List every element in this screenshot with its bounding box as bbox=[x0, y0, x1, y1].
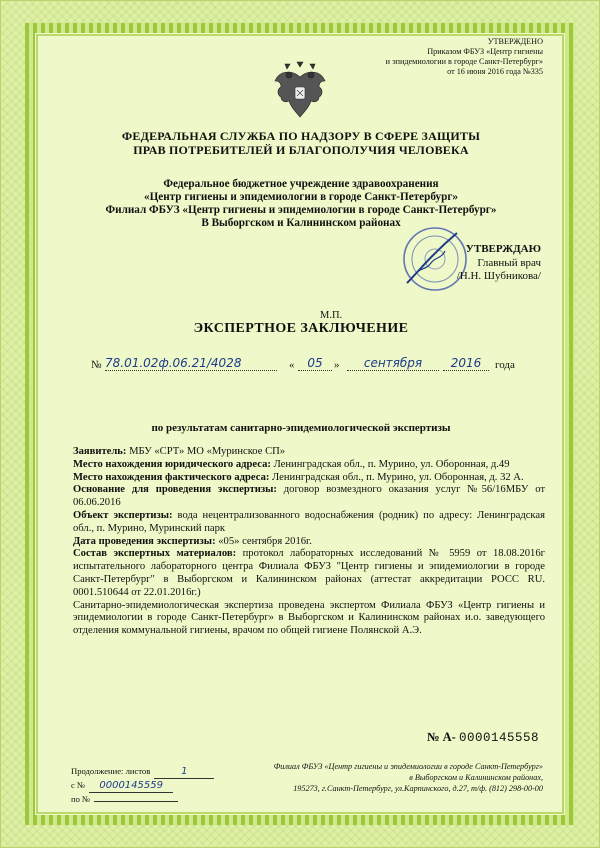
institution-line-3: Филиал ФБУЗ «Центр гигиены и эпидемиологии в городе Санкт-Петербург» bbox=[105, 204, 497, 216]
expert-paragraph: Санитарно-эпидемиологическая экспертиза проведена экспертом Филиала ФБУЗ «Центр гигиены и эпидемиологии в городе Санкт-Петербург» в Выборгском и Калининском районах и.о. заведующего отделения коммунальной гигиены, врачом по общей гигиене Полянской А.Э. bbox=[73, 599, 545, 637]
basis-value: договор возмездного оказания услуг №56/16МБУ от 06.06.2016 bbox=[73, 484, 545, 509]
materials-value: протокол лабораторных исследований № 5959 от 18.08.2016г испытательного лабораторного центра Филиала ФБУЗ "Центр гигиены и эпидемиологии в городе Санкт-Петербург" в Выборгском и Калининском районах (аттестат аккредитации РОСС RU. 0001.510644 от 22.01.2016г.) bbox=[73, 548, 545, 598]
document-number: 78.01.02ф.06.21/4028 bbox=[105, 356, 277, 371]
object-row bbox=[73, 510, 545, 536]
institution-title bbox=[61, 178, 541, 230]
quote-open: « bbox=[289, 359, 295, 371]
basis-row bbox=[73, 484, 545, 510]
materials-label: Состав экспертных материалов: bbox=[73, 548, 237, 560]
approve-role: Главный врач bbox=[477, 256, 541, 269]
serial-value: 0000145558 bbox=[458, 731, 539, 745]
approve-heading: УТВЕРЖДАЮ bbox=[465, 243, 541, 255]
document-title: ЭКСПЕРТНОЕ ЗАКЛЮЧЕНИЕ bbox=[193, 321, 409, 336]
date-value: «05» сентября 2016г. bbox=[215, 535, 312, 547]
approval-line-4: от 16 июня 2016 года №335 bbox=[447, 67, 543, 76]
materials-row bbox=[73, 548, 545, 599]
object-label: Объект экспертизы: bbox=[73, 509, 173, 521]
document-month: сентября bbox=[347, 356, 439, 371]
branch-line-2: в Выборгском и Калининском районах, bbox=[409, 773, 543, 782]
basis-label: Основание для проведения экспертизы: bbox=[73, 484, 277, 496]
continuation-block bbox=[71, 765, 214, 806]
continuation-to-row bbox=[71, 793, 214, 806]
object-value: вода нецентрализованного водоснабжения (родник) по адресу: Ленинградская обл., п. Мурино, Муринский парк bbox=[73, 509, 545, 534]
approve-name: /Н.Н. Шубникова/ bbox=[456, 270, 541, 282]
actual-address-label: Место нахождения фактического адреса: bbox=[73, 471, 270, 483]
institution-line-4: В Выборгском и Калининском районах bbox=[201, 217, 401, 229]
legal-address-row bbox=[73, 459, 545, 472]
approval-line-2: Приказом ФБУЗ «Центр гигиены bbox=[427, 47, 543, 56]
from-value: 0000145559 bbox=[89, 779, 173, 793]
double-headed-eagle-icon bbox=[271, 59, 329, 123]
quote-close: » bbox=[334, 359, 340, 371]
approval-line-1: УТВЕРЖДЕНО bbox=[487, 37, 543, 46]
number-sign: № bbox=[91, 359, 102, 371]
document-day: 05 bbox=[298, 356, 332, 371]
approval-line-3: и эпидемиологии в городе Санкт-Петербург» bbox=[385, 57, 543, 66]
institution-line-1: Федеральное бюджетное учреждение здравоохранения bbox=[163, 178, 439, 190]
applicant-label: Заявитель: bbox=[73, 446, 127, 457]
date-row bbox=[73, 536, 545, 549]
branch-stamp-text bbox=[243, 761, 543, 794]
actual-address-row bbox=[73, 472, 545, 485]
agency-title bbox=[61, 129, 541, 157]
sheets-value: 1 bbox=[154, 765, 214, 779]
document-body bbox=[73, 446, 545, 638]
branch-line-3: 195273, г.Санкт-Петербург, ул.Карпинского, д.27, т/ф. (812) 298-00-00 bbox=[293, 784, 543, 793]
agency-line-2: ПРАВ ПОТРЕБИТЕЛЕЙ И БЛАГОПОЛУЧИЯ ЧЕЛОВЕКА bbox=[133, 143, 469, 157]
to-label: по № bbox=[71, 794, 91, 804]
date-label: Дата проведения экспертизы: bbox=[73, 535, 216, 547]
approval-note bbox=[303, 37, 543, 77]
branch-line-1: Филиал ФБУЗ «Центр гигиены и эпидемиологии в городе Санкт-Петербург» bbox=[273, 762, 543, 771]
document-year: 2016 bbox=[443, 356, 489, 371]
year-suffix: года bbox=[495, 359, 515, 371]
actual-address-value: Ленинградская обл., п. Мурино, ул. Оборонная, д. 32 А. bbox=[269, 471, 524, 483]
serial-number bbox=[427, 730, 539, 745]
continuation-sheets-row bbox=[71, 765, 214, 779]
document-number-line bbox=[91, 351, 531, 373]
serial-prefix: № А- bbox=[426, 730, 456, 744]
legal-address-value: Ленинградская обл., п. Мурино, ул. Оборонная, д.49 bbox=[270, 458, 510, 470]
seal-place-label: М.П. bbox=[320, 310, 343, 321]
expertise-subtitle: по результатам санитарно-эпидемиологической экспертизы bbox=[151, 422, 451, 434]
from-label: с № bbox=[71, 780, 86, 790]
approval-signature-block bbox=[421, 243, 541, 284]
applicant-value: МБУ «СРТ» МО «Муринское СП» bbox=[126, 446, 286, 457]
agency-line-1: ФЕДЕРАЛЬНАЯ СЛУЖБА ПО НАДЗОРУ В СФЕРЕ ЗАЩИТЫ bbox=[121, 129, 481, 143]
continuation-from-row bbox=[71, 779, 214, 793]
to-value bbox=[94, 801, 178, 802]
applicant-row bbox=[73, 446, 545, 459]
sheets-label: Продолжение: листов bbox=[71, 766, 151, 776]
legal-address-label: Место нахождения юридического адреса: bbox=[73, 458, 271, 470]
institution-line-2: «Центр гигиены и эпидемиологии в городе Санкт-Петербург» bbox=[143, 191, 459, 203]
